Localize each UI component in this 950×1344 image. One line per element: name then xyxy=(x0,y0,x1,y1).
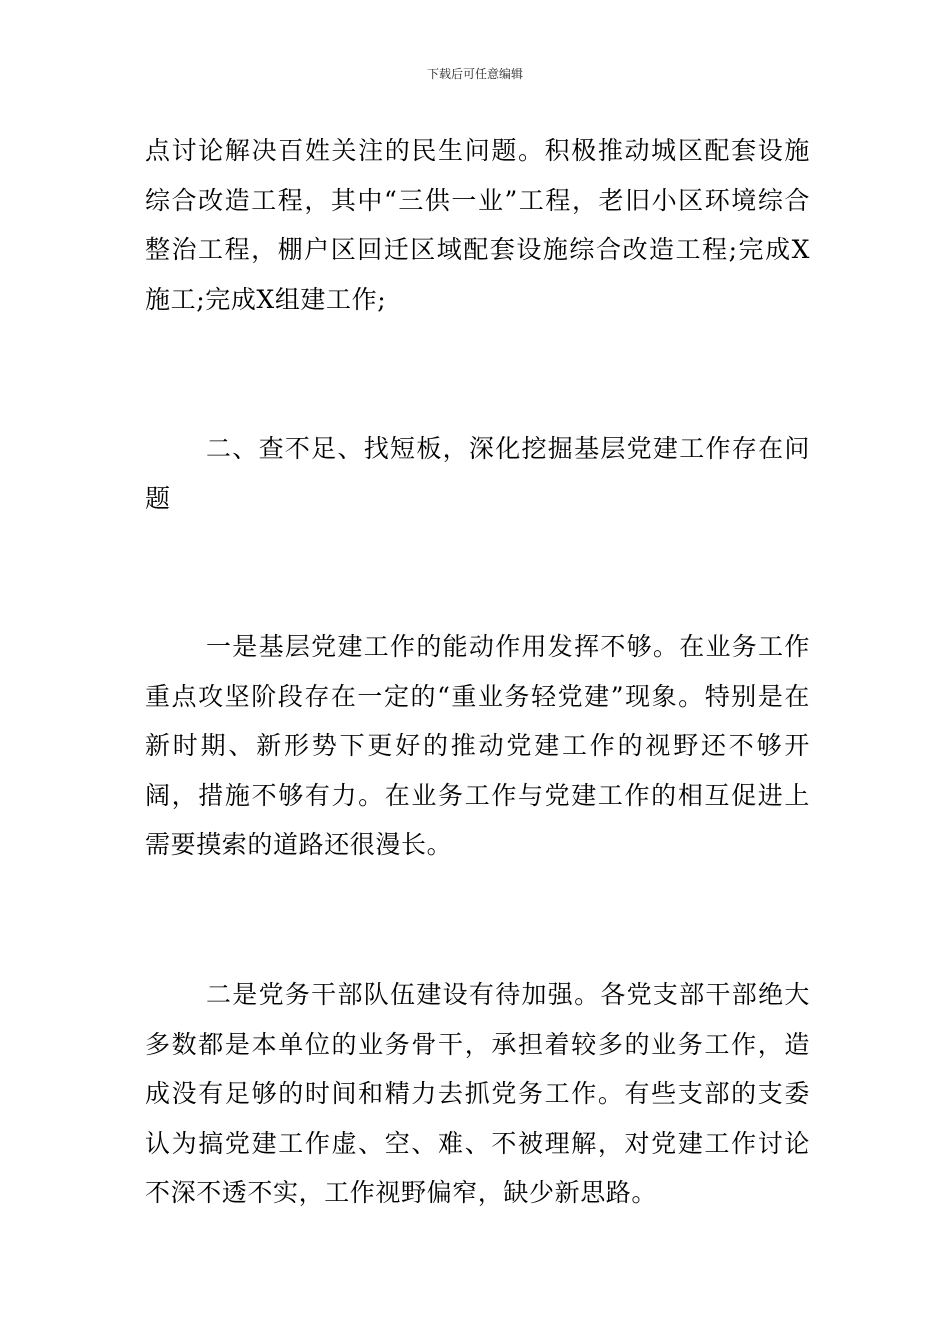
body-paragraph-problem-two: 二是党务干部队伍建设有待加强。各党支部干部绝大多数都是本单位的业务骨干，承担着较多的业务工作，造成没有足够的时间和精力去抓党务工作。有些支部的支委认为搞党建工作虚、空、难、不被理解，对党建工作讨论不深不透不实，工作视野偏窄，缺少新思路。 xyxy=(145,980,810,1207)
section-heading: 二、查不足、找短板，深化挖掘基层党建工作存在问题 xyxy=(145,434,810,513)
header-note: 下载后可任意编辑 xyxy=(426,67,523,81)
body-paragraph-continuation: 点讨论解决百姓关注的民生问题。积极推动城区配套设施综合改造工程，其中“三供一业”工程，老旧小区环境综合整治工程，棚户区回迁区域配套设施综合改造工程;完成X施工;完成X组建工作; xyxy=(145,136,810,314)
body-paragraph-problem-one: 一是基层党建工作的能动作用发挥不够。在业务工作重点攻坚阶段存在一定的“重业务轻党建”现象。特别是在新时期、新形势下更好的推动党建工作的视野还不够开阔，措施不够有力。在业务工作与党建工作的相互促进上需要摸索的道路还很漫长。 xyxy=(145,632,810,859)
